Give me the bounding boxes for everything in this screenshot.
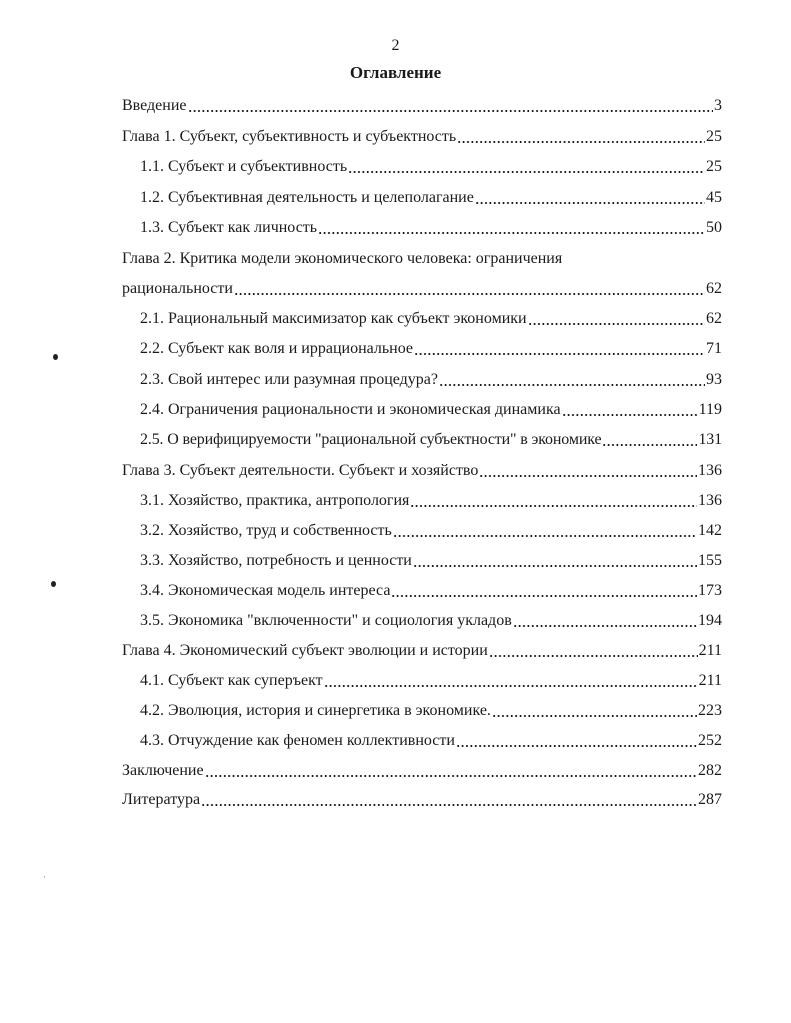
toc-entry-label: Введение [122,97,187,114]
toc-entry-label: 3.2. Хозяйство, труд и собственность [140,522,392,539]
toc-entry [140,420,722,450]
toc-entry [122,86,722,116]
toc-entry [140,541,722,571]
toc-entry [140,329,722,359]
toc-entry-label: 2.2. Субъект как воля и иррациональное [140,340,414,357]
dot-leader [492,715,697,717]
toc-entry [122,117,722,147]
toc-entry-page: 93 [706,371,722,388]
toc-entry [140,721,722,751]
dot-leader [318,232,705,234]
toc-entry-page: 155 [698,552,722,569]
toc-entry-label: Литература [122,791,201,808]
toc-entry-page: 194 [698,612,722,629]
toc-entry-label: 2.4. Ограничения рациональности и экономическая динамика [140,401,561,418]
dot-leader [393,535,697,537]
toc-entry-label: рациональности [122,280,233,297]
page-number: 2 [391,37,400,54]
toc-entry [122,751,722,781]
toc-entry-label: Глава 3. Субъект деятельности. Субъект и хозяйство [122,462,479,479]
toc-entry [140,360,722,390]
toc-entry-page: 45 [706,189,722,206]
toc-entry-label: 3.3. Хозяйство, потребность и ценности [140,552,412,569]
toc-entry-label: Заключение [122,762,204,779]
toc-entry-page: 50 [706,219,722,236]
toc-entry-label: Глава 2. Критика модели экономического человека: ограничения [122,250,563,267]
toc-entry [122,239,722,269]
dot-leader [475,202,705,204]
toc-entry-page: 211 [698,642,722,659]
toc-entry-label: 2.3. Свой интерес или разумная процедура? [140,371,438,388]
toc-entry [122,451,722,481]
dot-leader [410,505,697,507]
toc-entry-page: 25 [706,158,722,175]
toc-entry [140,691,722,721]
toc-entry-page: 71 [706,340,722,357]
toc-entry-page: 62 [706,280,722,297]
toc-entry [140,481,722,511]
toc-entry-label: 4.2. Эволюция, история и синергетика в экономике. [140,702,491,719]
toc-entry-label: 2.1. Рациональный максимизатор как субъект экономики [140,310,527,327]
toc-entry-label: 3.1. Хозяйство, практика, антропология [140,492,410,509]
dot-leader [489,655,698,657]
toc-entry [140,571,722,601]
toc-entry [122,269,722,299]
dot-leader [234,293,705,295]
toc-entry [140,147,722,177]
toc-entry [140,299,722,329]
toc-entry-page: 25 [706,128,722,145]
toc-entry-page: 142 [698,522,722,539]
toc-entry-label: 4.1. Субъект как суперъект [140,672,323,689]
dot-leader [348,171,705,173]
dot-leader [414,353,705,355]
dot-leader [413,565,697,567]
toc-entry-page: 131 [698,431,722,448]
dot-leader [602,444,697,446]
toc-entry-page: 223 [698,702,722,719]
toc-entry-page: 282 [698,762,722,779]
toc-entry-page: 136 [698,492,722,509]
binding-hole-mark [53,354,58,360]
toc-entry-label: Глава 1. Субъект, субъективность и субъектность [122,128,457,145]
toc-entry-label: 3.4. Экономическая модель интереса [140,582,391,599]
dot-leader [528,323,705,325]
binding-hole-mark [51,581,56,587]
toc-entry-page: 3 [714,97,722,114]
toc-entry-page: 119 [698,401,722,418]
toc-entry-label: 3.5. Экономика "включенности" и социология укладов [140,612,512,629]
toc-entry [140,390,722,420]
toc-entry [140,178,722,208]
toc-entry-label: 1.1. Субъект и субъективность [140,158,348,175]
dot-leader [562,414,698,416]
dot-leader [439,384,705,386]
toc-entry-page: 136 [698,462,722,479]
toc-entry-page: 287 [698,791,722,808]
toc-title: Оглавление [349,63,442,82]
toc-entry [140,511,722,541]
toc-entry [122,631,722,661]
dot-leader [188,110,714,112]
toc-entry [122,780,722,810]
dot-leader [205,775,697,777]
toc-entry [140,661,722,691]
dot-leader [456,745,697,747]
dot-leader [324,685,698,687]
dot-leader [391,595,697,597]
toc-entry-page: 173 [698,582,722,599]
dot-leader [457,141,705,143]
dot-leader [513,625,697,627]
scan-speck [44,876,45,878]
toc-entry-label: 1.2. Субъективная деятельность и целеполагание [140,189,474,206]
dot-leader [201,804,697,806]
toc-entry [140,601,722,631]
toc-entry-label: 1.3. Субъект как личность [140,219,318,236]
toc-entry-label: 2.5. О верифицируемости "рациональной субъектности" в экономике [140,431,602,448]
toc-entry-label: Глава 4. Экономический субъект эволюции и истории [122,642,488,659]
toc-entry-page: 62 [706,310,722,327]
toc-entry [140,208,722,238]
dot-leader [479,475,697,477]
toc-entry-page: 211 [698,672,722,689]
toc-entry-page: 252 [698,732,722,749]
toc-entry-label: 4.3. Отчуждение как феномен коллективности [140,732,455,749]
